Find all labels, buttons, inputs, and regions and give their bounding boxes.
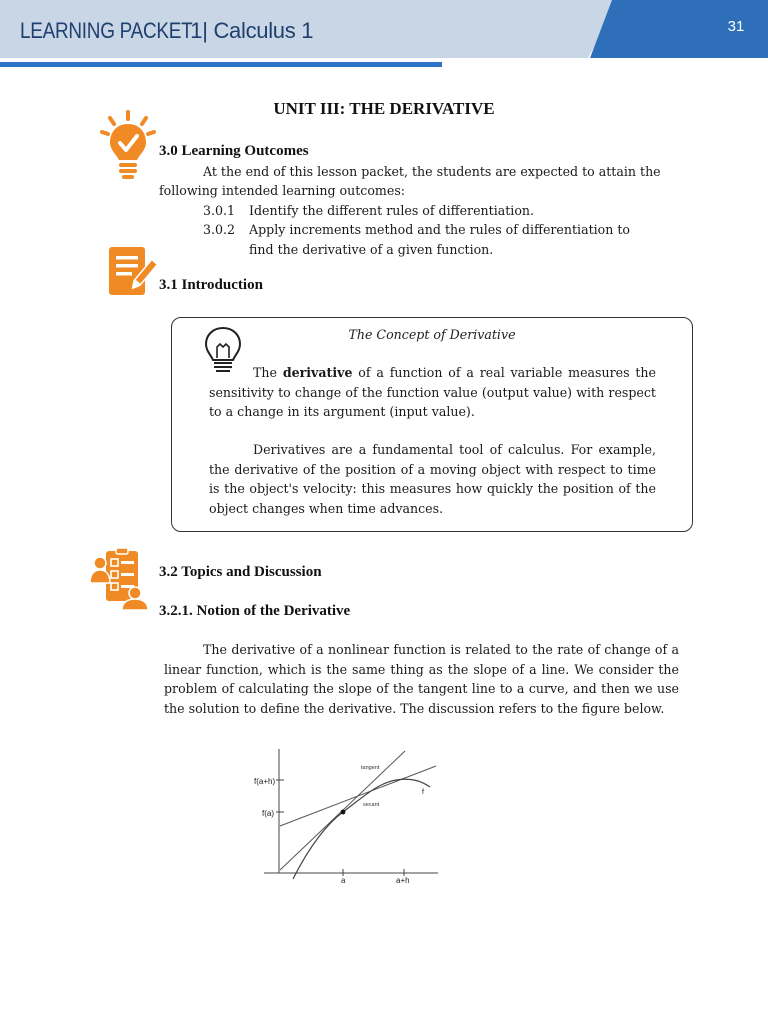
label-fah: f(a+h) xyxy=(254,777,276,786)
outcome-number: 3.0.1 xyxy=(203,203,236,218)
presenter-clipboard-icon xyxy=(88,547,150,611)
outcome-number: 3.0.2 xyxy=(203,222,236,237)
outcomes-intro-line2: following intended learning outcomes: xyxy=(159,183,406,198)
label-secant: secant xyxy=(363,802,380,808)
concept-title: The Concept of Derivative xyxy=(348,327,516,342)
notepad-pencil-icon xyxy=(107,243,157,297)
notion-paragraph: The derivative of a nonlinear function is related to the rate of change of a linear function, which is the same thing as the slope of a line. We consider the problem of calculating the slope of the tangent line to a curve, and then we use the solution to define the derivative. The discussion refers to the figure below. xyxy=(164,642,679,716)
introduction-heading: 3.1 Introduction xyxy=(159,277,263,293)
header-separator: | xyxy=(202,18,208,43)
outcome-text: Apply increments method and the rules of differentiation to xyxy=(249,222,631,237)
label-fa: f(a) xyxy=(262,809,274,818)
outcome-text: Identify the different rules of differentiation. xyxy=(249,203,535,218)
label-f: f xyxy=(422,789,424,796)
unit-title: UNIT III: THE DERIVATIVE xyxy=(273,99,495,118)
topics-heading: 3.2 Topics and Discussion xyxy=(159,564,322,580)
secant-line xyxy=(280,766,436,826)
concept-box xyxy=(171,317,693,532)
concept-paragraph-1 xyxy=(209,363,656,422)
text: The xyxy=(253,365,283,380)
concept-paragraph-2: Derivatives are a fundamental tool of calculus. For example, the derivative of the position of a moving object with respect to time is the object's velocity: this measures how quickly the position of the object changes when time advances. xyxy=(209,442,656,516)
label-ah: a+h xyxy=(396,876,410,885)
label-a: a xyxy=(341,876,346,885)
derivative-figure xyxy=(250,745,450,890)
outcomes-intro-line1: At the end of this lesson packet, the students are expected to attain the xyxy=(203,164,661,179)
header-underline xyxy=(0,62,442,67)
notion-subheading: 3.2.1. Notion of the Derivative xyxy=(159,603,351,619)
packet-label: LEARNING PACKET xyxy=(20,18,193,43)
page-number: 31 xyxy=(727,18,745,35)
packet-title xyxy=(20,18,313,44)
label-tangent: tangent xyxy=(361,765,380,771)
lightbulb-check-icon xyxy=(100,110,156,182)
term-derivative: derivative xyxy=(282,365,353,380)
course-name: Calculus 1 xyxy=(213,18,314,43)
outcome-text-continued: find the derivative of a given function. xyxy=(249,242,494,257)
text: of a function of a real variable measures the sensitivity to change of the function value (output value) with respect to a change in its argument (input value). xyxy=(209,365,656,419)
point-a xyxy=(341,810,346,815)
packet-number: 1 xyxy=(190,18,203,43)
outcomes-heading: 3.0 Learning Outcomes xyxy=(159,143,309,159)
